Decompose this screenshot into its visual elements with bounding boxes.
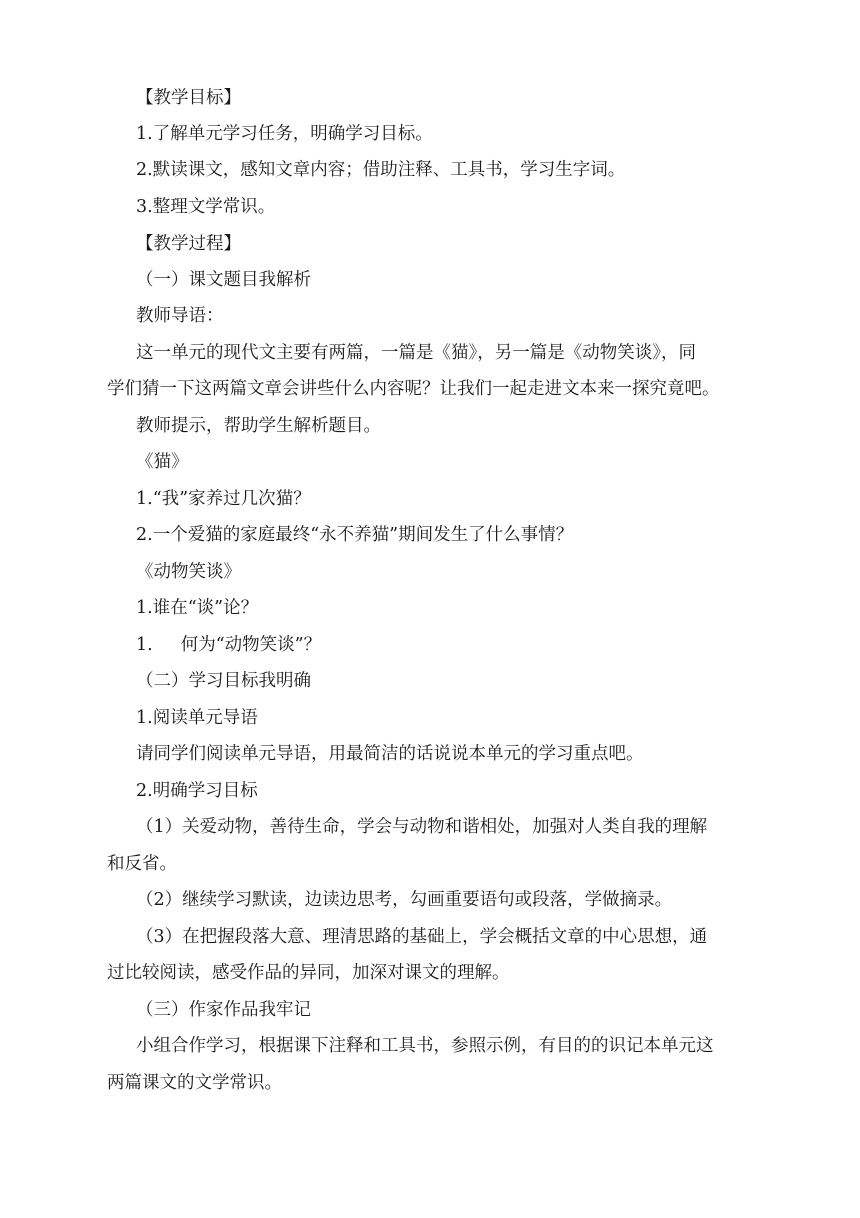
goal2: （2）继续学习默读，边读边思考，勾画重要语句或段落，学做摘录。 [136,890,673,910]
objective-2: 2.默读课文，感知文章内容；借助注释、工具书，学习生字词。 [136,160,626,180]
process-heading: 【教学过程】 [136,234,241,254]
objective-3: 3.整理文学常识。 [136,197,276,217]
cat-question-1: 1.“我”家养过几次猫？ [136,489,311,509]
goal1-line1: （1）关爱动物，善待生命，学会与动物和谐相处，加强对人类自我的理解 [136,817,708,837]
goal3-line2: 过比较阅读，感受作品的异同，加深对课文的理解。 [107,963,510,983]
animal-question-1: 1.谁在“谈”论？ [136,598,259,618]
teacher-intro-line2: 学们猜一下这两篇文章会讲些什么内容呢？让我们一起走进文本来一探究竟吧。 [107,379,720,399]
cat-question-2: 2.一个爱猫的家庭最终“永不养猫”期间发生了什么事情？ [136,525,574,545]
objective-1: 1.了解单元学习任务，明确学习目标。 [136,124,433,144]
section1-title: （一）课文题目我解析 [136,270,311,290]
objectives-heading: 【教学目标】 [136,88,241,108]
teacher-intro-label: 教师导语： [136,306,224,326]
animal-title: 《动物笑谈》 [136,562,241,582]
item2-title: 2.明确学习目标 [136,781,258,801]
goal1-line2: 和反省。 [107,854,177,874]
section3-title: （三）作家作品我牢记 [136,1000,311,1020]
section3-text-line2: 两篇课文的文学常识。 [107,1073,282,1093]
teacher-intro-line1: 这一单元的现代文主要有两篇，一篇是《猫》，另一篇是《动物笑谈》，同 [136,343,696,363]
goal3-line1: （3）在把握段落大意、理清思路的基础上，学会概括文章的中心思想，通 [136,927,708,947]
cat-title: 《猫》 [136,452,189,472]
item1-title: 1.阅读单元导语 [136,708,258,728]
item1-text: 请同学们阅读单元导语，用最简洁的话说说本单元的学习重点吧。 [136,744,644,764]
animal-question-2-text: 何为“动物笑谈”？ [180,635,322,655]
section2-title: （二）学习目标我明确 [136,671,311,691]
teacher-hint: 教师提示，帮助学生解析题目。 [136,416,381,436]
section3-text-line1: 小组合作学习，根据课下注释和工具书，参照示例，有目的的识记本单元这 [136,1036,714,1056]
animal-question-2 [136,633,321,657]
animal-question-2-number: 1. [136,635,153,655]
